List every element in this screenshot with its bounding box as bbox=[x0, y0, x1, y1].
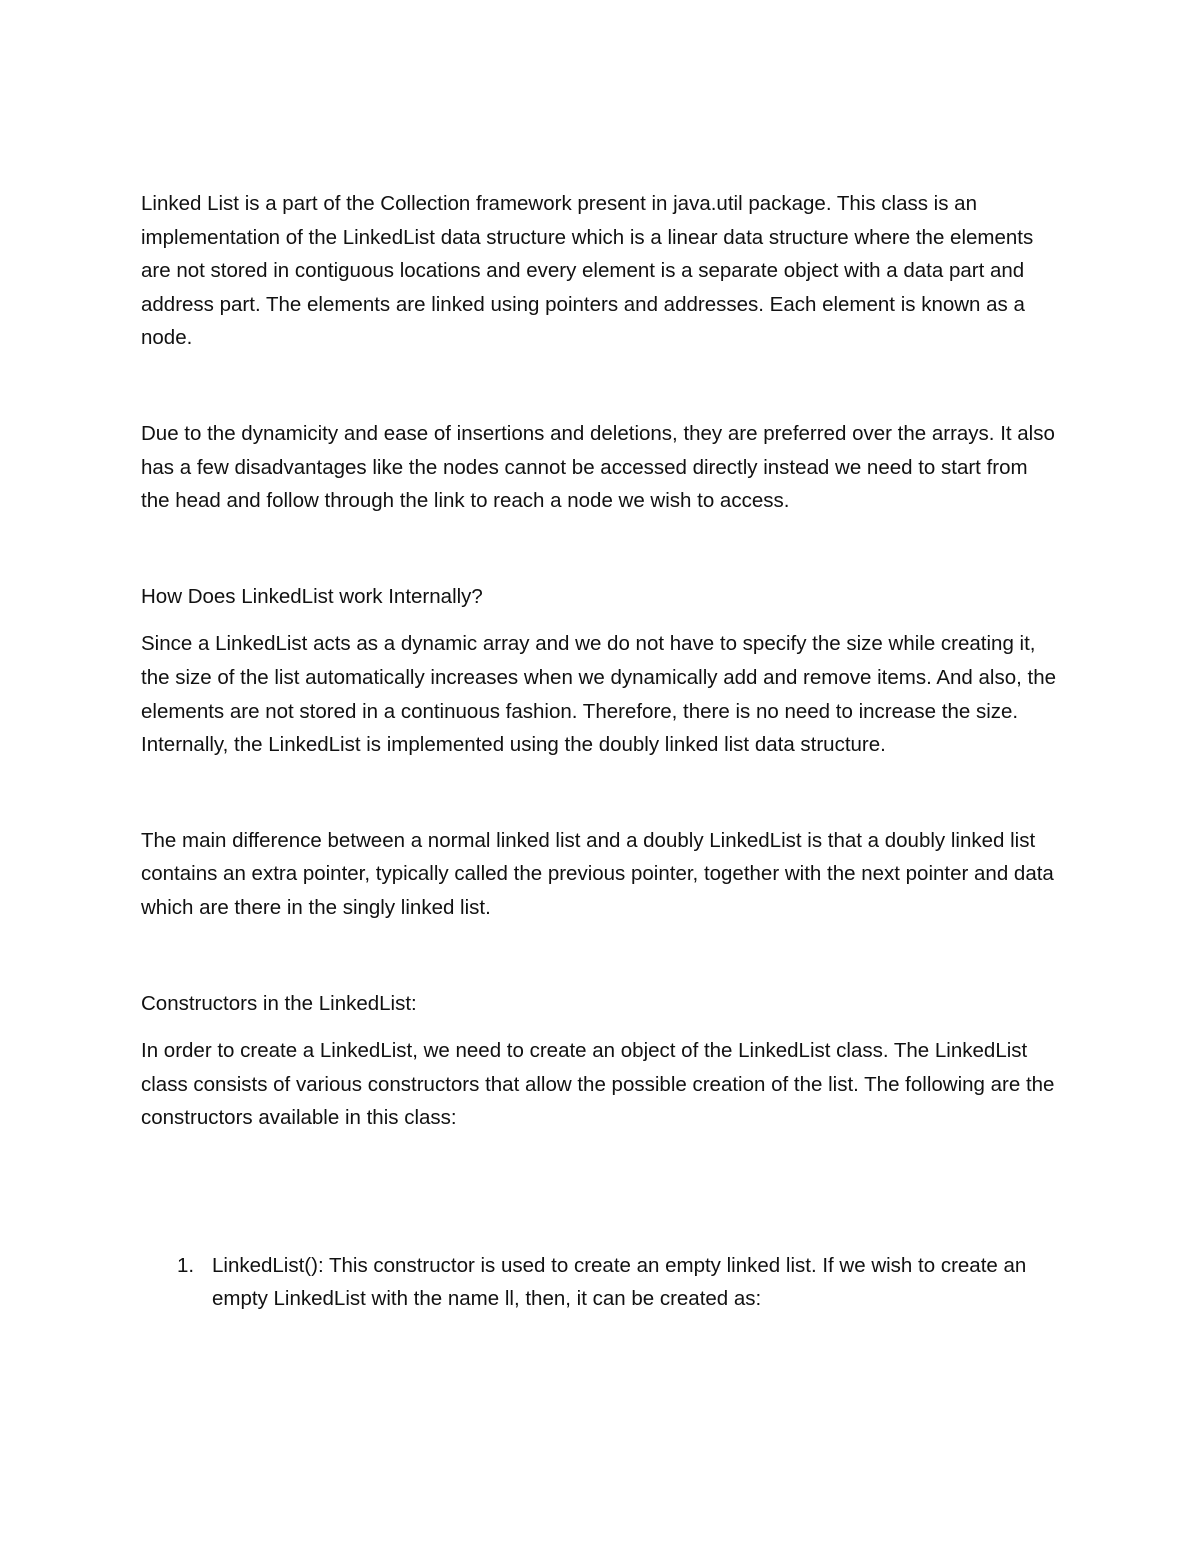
list-marker: 1. bbox=[177, 1253, 195, 1277]
document-body bbox=[141, 187, 1061, 1316]
advantages-paragraph: Due to the dynamicity and ease of insertions and deletions, they are preferred over the arrays. It also has a few disadvantages like the nodes cannot be accessed directly instead we need to start from the head and follow through the link to reach a node we wish to access. bbox=[141, 421, 1055, 513]
internals-paragraph: Since a LinkedList acts as a dynamic array and we do not have to specify the size while creating it, the size of the list automatically increases when we dynamically add and remove items. And also, the elements are not stored in a continuous fashion. Therefore, there is no need to increase the size. Internally, the LinkedList is implemented using the doubly linked list data structure. bbox=[141, 632, 1056, 757]
constructor-list bbox=[141, 1249, 1061, 1316]
list-item-text: LinkedList(): This constructor is used to create an empty linked list. If we wish to create an empty LinkedList with the name ll, then, it can be created as: bbox=[212, 1253, 1027, 1311]
list-item bbox=[141, 1249, 1061, 1316]
constructors-paragraph: In order to create a LinkedList, we need to create an object of the LinkedList class. The LinkedList class consists of various constructors that allow the possible creation of the list. The following are the constructors available in this class: bbox=[141, 1039, 1055, 1130]
intro-paragraph: Linked List is a part of the Collection framework present in java.util package. This class is an implementation of the LinkedList data structure which is a linear data structure where the elements are not stored in contiguous locations and every element is a separate object with a data part and address part. The elements are linked using pointers and addresses. Each element is known as a node. bbox=[141, 192, 1034, 350]
section-heading-internals: How Does LinkedList work Internally? bbox=[141, 584, 483, 608]
difference-paragraph: The main difference between a normal linked list and a doubly LinkedList is that a doubly linked list contains an extra pointer, typically called the previous pointer, together with the next pointer and data which are there in the singly linked list. bbox=[141, 828, 1054, 919]
section-heading-constructors: Constructors in the LinkedList: bbox=[141, 991, 417, 1015]
